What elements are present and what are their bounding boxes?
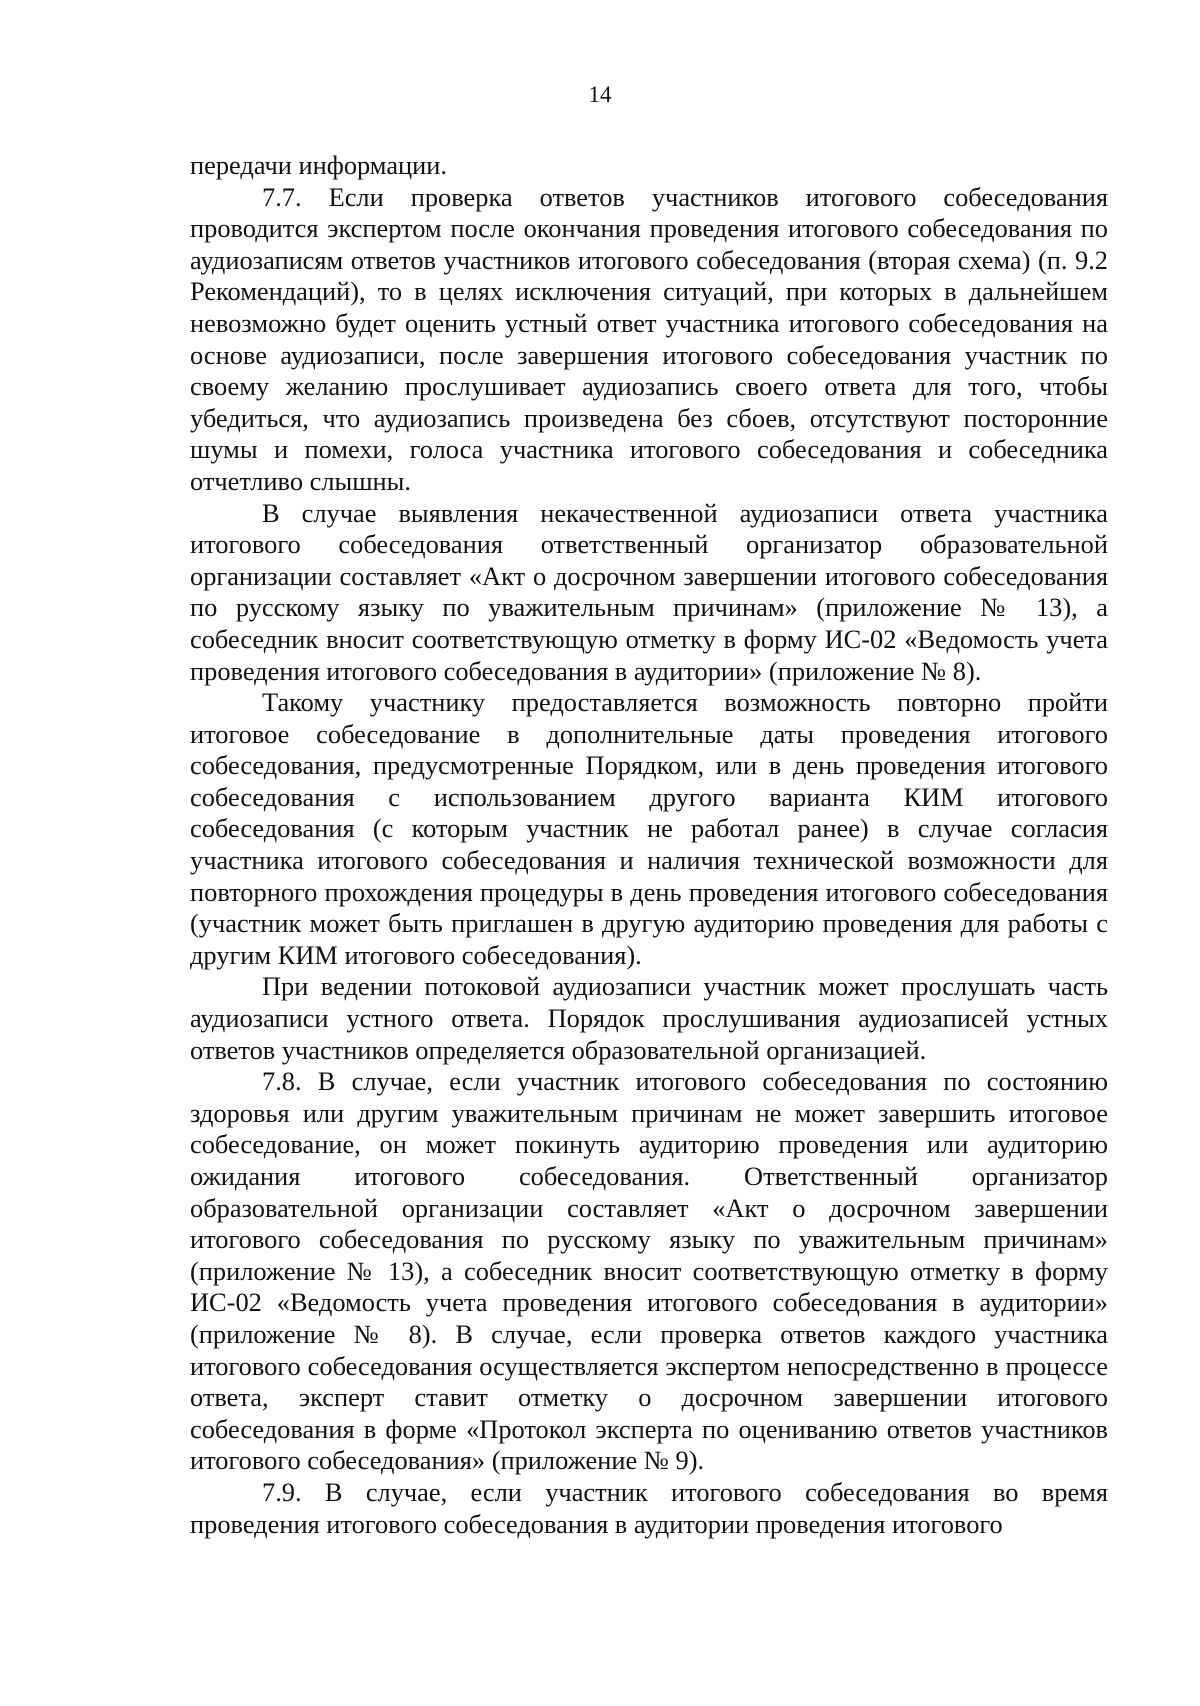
paragraph-7-7: 7.7. Если проверка ответов участников итогового собеседования проводится экспертом после окончания проведения итогового собеседования по аудиозаписям ответов участников итогового собеседования (вторая схема) (п. 9.2 Рекомендаций), то в целях исключения ситуаций, при которых в дальнейшем невозможно будет оценить устный ответ участника итогового собеседования на основе аудиозаписи, после завершения итогового собеседования участник по своему желанию прослушивает аудиозапись своего ответа для того, чтобы убедиться, что аудиозапись произведена без сбоев, отсутствуют посторонние шумы и помехи, голоса участника итогового собеседования и собеседника отчетливо слышны. bbox=[190, 181, 1108, 496]
paragraph-7-8: 7.8. В случае, если участник итогового собеседования по состоянию здоровья или другим уважительным причинам не может завершить итоговое собеседование, он может покинуть аудиторию проведения или аудиторию ожидания итогового собеседования. Ответственный организатор образовательной организации составляет «Акт о досрочном завершении итогового собеседования по русскому языку по уважительным причинам» (приложение № 13), а собеседник вносит соответствующую отметку в форму ИС-02 «Ведомость учета проведения итогового собеседования в аудитории» (приложение № 8). В случае, если проверка ответов каждого участника итогового собеседования осуществляется экспертом непосредственно в процессе ответа, эксперт ставит отметку о досрочном завершении итогового собеседования в форме «Протокол эксперта по оцениванию ответов участников итогового собеседования» (приложение № 9). bbox=[190, 1066, 1108, 1476]
paragraph-7-9: 7.9. В случае, если участник итогового собеседования во время проведения итогового собеседования в аудитории проведения итогового bbox=[190, 1476, 1108, 1539]
paragraph-streaming-audio: При ведении потоковой аудиозаписи участник может прослушать часть аудиозаписи устного ответа. Порядок прослушивания аудиозаписей устных ответов участников определяется образовательной организацией. bbox=[190, 971, 1108, 1065]
paragraph-retake: Такому участнику предоставляется возможность повторно пройти итоговое собеседование в дополнительные даты проведения итогового собеседования, предусмотренные Порядком, или в день проведения итогового собеседования с использованием другого варианта КИМ итогового собеседования (с которым участник не работал ранее) в случае согласия участника итогового собеседования и наличия технической возможности для повторного прохождения процедуры в день проведения итогового собеседования (участник может быть приглашен в другую аудиторию проведения для работы с другим КИМ итогового собеседования). bbox=[190, 687, 1108, 970]
paragraph-continuation: передачи информации. bbox=[190, 150, 448, 180]
page-number: 14 bbox=[588, 82, 612, 107]
paragraph-poor-recording: В случае выявления некачественной аудиозаписи ответа участника итогового собеседования ответственный организатор образовательной организации составляет «Акт о досрочном завершении итогового собеседования по русскому языку по уважительным причинам» (приложение № 13), а собеседник вносит соответствующую отметку в форму ИС-02 «Ведомость учета проведения итогового собеседования в аудитории» (приложение № 8). bbox=[190, 497, 1108, 686]
body-text bbox=[190, 150, 1108, 1540]
